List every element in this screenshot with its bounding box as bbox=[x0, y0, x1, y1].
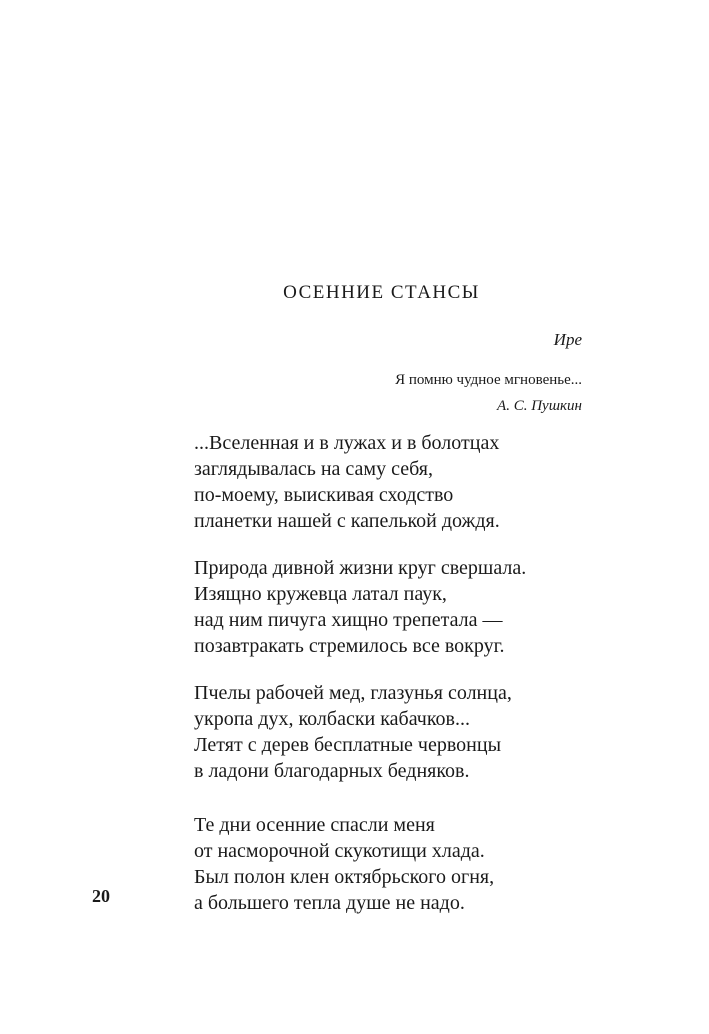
poem-line: в ладони благодарных бедняков. bbox=[194, 760, 470, 782]
page-number: 20 bbox=[92, 886, 110, 906]
stanza-2 bbox=[194, 555, 526, 659]
epigraph-text: Я помню чудное мгновенье... bbox=[395, 372, 582, 388]
poem-line: Был полон клен октябрьского огня, bbox=[194, 866, 495, 888]
poem-line: а большего тепла душе не надо. bbox=[194, 892, 465, 914]
poem-line: Пчелы рабочей мед, глазунья солнца, bbox=[194, 682, 512, 704]
poem-body bbox=[194, 430, 526, 937]
poem-line: Летят с дерев бесплатные червонцы bbox=[194, 734, 502, 756]
poem-title: ОСЕННИЕ СТАНСЫ bbox=[283, 282, 480, 303]
epigraph bbox=[395, 367, 582, 419]
poem-line: по-моему, выискивая сходство bbox=[194, 484, 454, 506]
dedication: Ире bbox=[553, 330, 582, 349]
poem-line: ...Вселенная и в лужах и в болотцах bbox=[194, 432, 500, 454]
poem-line: Те дни осенние спасли меня bbox=[194, 814, 435, 836]
stanza-1 bbox=[194, 430, 526, 534]
stanza-3 bbox=[194, 680, 526, 784]
poem-line: Природа дивной жизни круг свершала. bbox=[194, 557, 527, 579]
poem-line: от насморочной скукотищи хлада. bbox=[194, 840, 485, 862]
stanza-4 bbox=[194, 812, 526, 916]
poem-line: планетки нашей с капелькой дождя. bbox=[194, 510, 500, 532]
poem-line: Изящно кружевца латал паук, bbox=[194, 583, 447, 605]
poem-line: заглядывалась на саму себя, bbox=[194, 458, 433, 480]
poem-line: позавтракать стремилось все вокруг. bbox=[194, 635, 505, 657]
poem-line: укропа дух, колбаски кабачков... bbox=[194, 708, 470, 730]
poem-line: над ним пичуга хищно трепетала — bbox=[194, 609, 503, 631]
epigraph-author: А. С. Пушкин bbox=[497, 398, 582, 414]
